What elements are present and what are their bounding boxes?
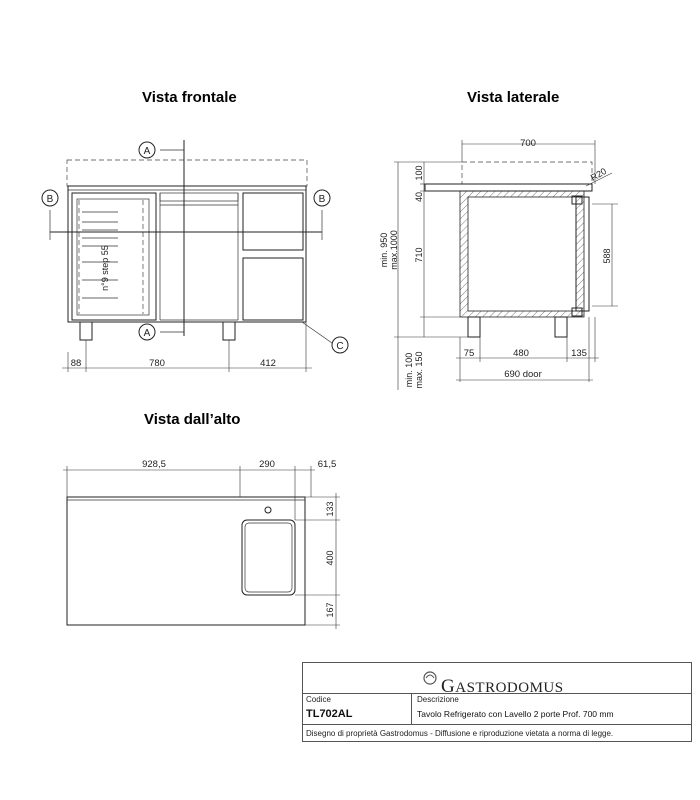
front-right-lower-door xyxy=(243,258,303,320)
dim-side-feet-2: max. 150 xyxy=(414,351,424,389)
front-foot-left xyxy=(80,322,92,340)
top-tap-hole xyxy=(265,507,271,513)
dim-top-w2: 290 xyxy=(259,459,275,470)
shelf-marks xyxy=(79,200,143,314)
dim-top-h3: 167 xyxy=(325,602,335,618)
description-label: Descrizione xyxy=(417,695,459,704)
side-view xyxy=(379,138,618,390)
dim-side-depth: 700 xyxy=(520,138,536,149)
ownership-note: Disegno di proprietà Gastrodomus - Diffusione e riproduzione vietata a norma di legge. xyxy=(306,729,614,738)
dim-side-body: 710 xyxy=(414,247,424,263)
side-foot-right xyxy=(555,317,567,337)
side-foot-left xyxy=(468,317,480,337)
brand-name: GASTRODOMUS xyxy=(441,676,564,697)
dim-side-top2: 40 xyxy=(414,191,424,203)
section-a-bottom-label: A xyxy=(143,328,151,339)
code-label: Codice xyxy=(306,695,331,704)
side-view-title: Vista laterale xyxy=(467,89,560,106)
dim-side-overall-1: min. 950 xyxy=(379,232,389,268)
dim-top-w1: 928,5 xyxy=(142,459,166,470)
front-worktop-outline xyxy=(67,160,307,186)
shelf-note: n°9 step 55 xyxy=(100,245,110,291)
dim-top-w3: 61,5 xyxy=(317,459,337,470)
front-foot-right xyxy=(223,322,235,340)
dim-side-b2: 480 xyxy=(513,348,529,359)
dim-side-b3: 135 xyxy=(571,348,587,359)
code-value: TL702AL xyxy=(306,708,353,720)
top-view xyxy=(63,459,340,629)
dim-side-door: 690 door xyxy=(504,369,542,380)
dim-side-overall-2: max.1000 xyxy=(389,230,399,270)
front-view xyxy=(42,140,348,372)
detail-c-label: C xyxy=(336,341,344,352)
title-block xyxy=(302,662,692,742)
dim-side-radius: R20 xyxy=(588,165,609,183)
dim-top-h2: 400 xyxy=(325,550,335,566)
dim-side-top: 100 xyxy=(414,165,424,181)
dim-front-right: 412 xyxy=(260,358,276,369)
brand-logo-icon xyxy=(421,669,439,687)
dim-side-feet-1: min. 100 xyxy=(404,352,414,388)
dim-side-inner-height: 588 xyxy=(602,248,612,264)
dim-front-left: 88 xyxy=(70,358,82,369)
side-upstand-outline xyxy=(462,162,592,184)
dim-front-middle: 780 xyxy=(149,358,165,369)
description-value: Tavolo Refrigerato con Lavello 2 porte Prof. 700 mm xyxy=(417,709,614,719)
top-sink-basin xyxy=(242,520,295,595)
section-b-left-label: B xyxy=(46,194,54,205)
top-view-title: Vista dall’alto xyxy=(144,411,241,428)
section-a-top-label: A xyxy=(143,146,151,157)
front-view-title: Vista frontale xyxy=(142,89,237,106)
dim-side-b1: 75 xyxy=(463,348,475,359)
top-outline xyxy=(67,497,305,625)
front-right-upper-door xyxy=(243,193,303,250)
side-worktop xyxy=(425,184,592,191)
section-b-right-label: B xyxy=(318,194,326,205)
dim-top-h1: 133 xyxy=(325,501,335,517)
